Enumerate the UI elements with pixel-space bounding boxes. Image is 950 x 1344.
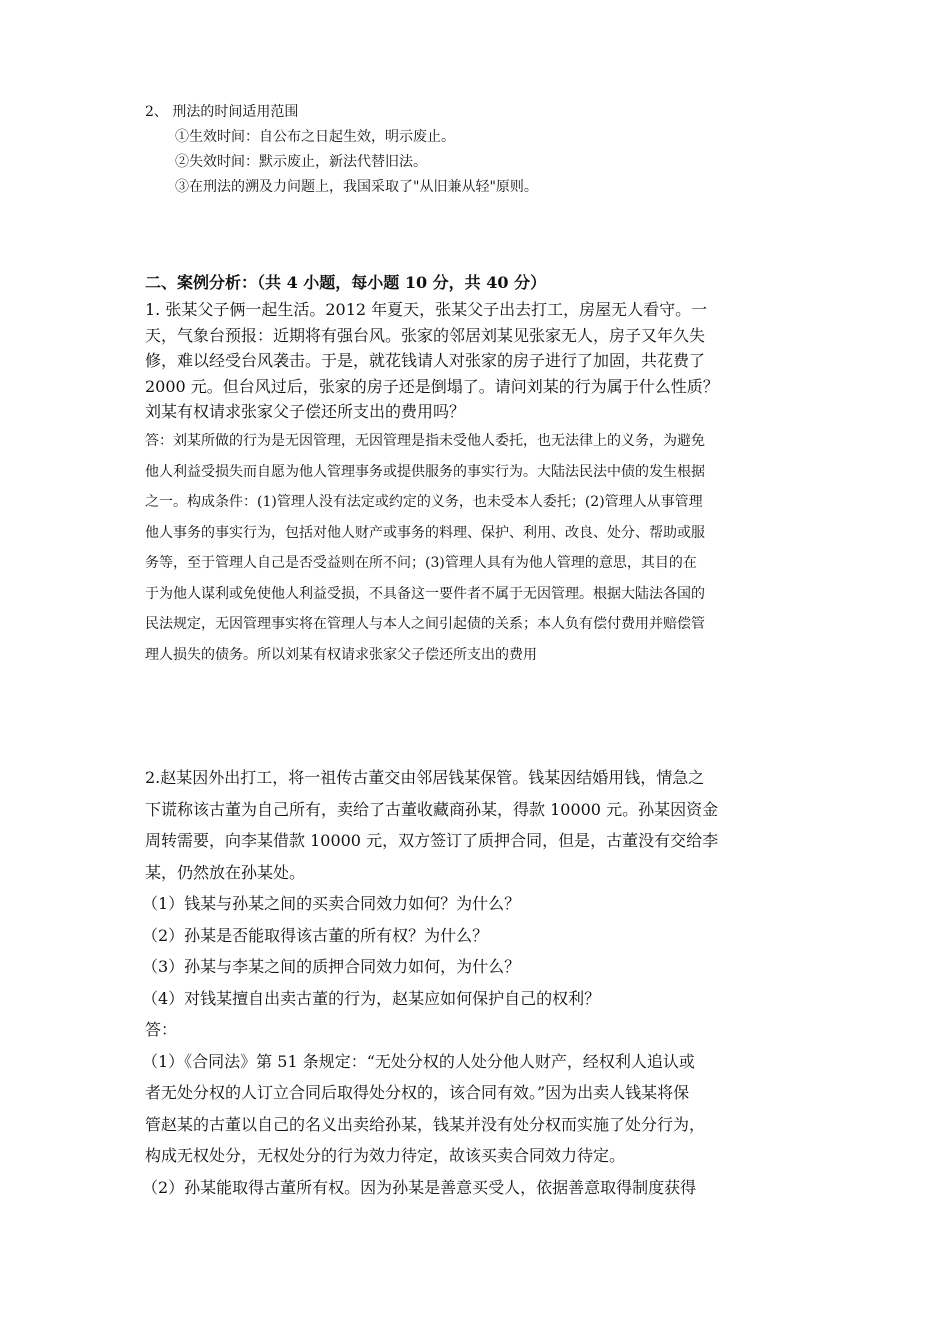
question-line: 2.赵某因外出打工，将一祖传古董交由邻居钱某保管。钱某因结婚用钱，情急之 [145,768,705,787]
answer-line: 之一。构成条件：(1)管理人没有法定或约定的义务，也未受本人委托；(2)管理人从事管理 [145,494,703,510]
answer-line: （1）《合同法》第 51 条规定：“无处分权的人处分他人财产，经权利人追认或 [142,1051,695,1071]
sub-question: （3）孙某与李某之间的质押合同效力如何，为什么？ [142,957,521,976]
list-item: ①生效时间：自公布之日起生效，明示废止。 [175,129,455,145]
question-line: 周转需要，向李某借款 10000 元，双方签订了质押合同，但是，古董没有交给李 [145,831,719,850]
sub-question: （2）孙某是否能取得该古董的所有权？为什么？ [142,925,489,945]
answer-line: 者无处分权的人订立合同后取得处分权的，该合同有效。”因为出卖人钱某将保 [145,1083,690,1102]
answer-line: 答：刘某所做的行为是无因管理，无因管理是指未受他人委托，也无法律上的义务，为避免 [145,433,705,449]
section-criminal-law-time-scope [145,100,820,200]
sub-question: （4）对钱某擅自出卖古董的行为，赵某应如何保护自己的权利？ [142,988,601,1008]
case-analysis-heading: 二、案例分析：（共 4 小题，每小题 10 分，共 40 分） [145,273,547,292]
answer-line: （2）孙某能取得古董所有权。因为孙某是善意买受人，依据善意取得制度获得 [142,1177,697,1197]
section-title: 2、 刑法的时间适用范围 [145,104,299,120]
answer-line: 他人利益受损失而自愿为他人管理事务或提供服务的事实行为。大陆法民法中债的发生根据 [145,463,705,480]
answer-line: 民法规定，无因管理事实将在管理人与本人之间引起债的关系；本人负有偿付费用并赔偿管 [145,616,705,632]
list-item: ③在刑法的溯及力问题上，我国采取了"从旧兼从轻"原则。 [175,179,538,195]
question-line: 修，难以经受台风袭击。于是，就花钱请人对张家的房子进行了加固，共花费了 [145,351,706,370]
question-2 [142,762,820,1203]
question-line: 下谎称该古董为自己所有，卖给了古董收藏商孙某，得款 10000 元。孙某因资金 [145,799,719,819]
answer-line: 他人事务的事实行为，包括对他人财产或事务的料理、保护、利用、改良、处分、帮助或服 [145,524,705,541]
question-line: 刘某有权请求张家父子偿还所支出的费用吗？ [145,402,466,421]
question-line: 某，仍然放在孙某处。 [145,862,306,882]
question-line: 1. 张某父子俩一起生活。2012 年夏天，张某父子出去打工，房屋无人看守。一 [145,300,708,319]
answer-1 [145,426,820,670]
list-item: ②失效时间：默示废止，新法代替旧法。 [175,154,427,170]
answer-line: 管赵某的古董以自己的名义出卖给孙某，钱某并没有处分权而实施了处分行为， [145,1114,706,1134]
answer-line: 务等，至于管理人自己是否受益则在所不问；(3)管理人具有为他人管理的意思，其目的在 [145,555,697,571]
answer-line: 构成无权处分，无权处分的行为效力待定，故该买卖合同效力待定。 [145,1146,626,1165]
question-line: 天，气象台预报：近期将有强台风。张家的邻居刘某见张家无人，房子又年久失 [145,325,706,345]
question-line: 2000 元。但台风过后，张家的房子还是倒塌了。请问刘某的行为属于什么性质？ [145,376,719,396]
question-1 [145,297,820,425]
answer-label: 答： [145,1020,178,1039]
answer-line: 理人损失的债务。所以刘某有权请求张家父子偿还所支出的费用 [145,646,537,663]
sub-question: （1）钱某与孙某之间的买卖合同效力如何？为什么？ [142,894,521,913]
answer-line: 于为他人谋利或免使他人利益受损，不具备这一要件者不属于无因管理。根据大陆法各国的 [145,585,705,602]
